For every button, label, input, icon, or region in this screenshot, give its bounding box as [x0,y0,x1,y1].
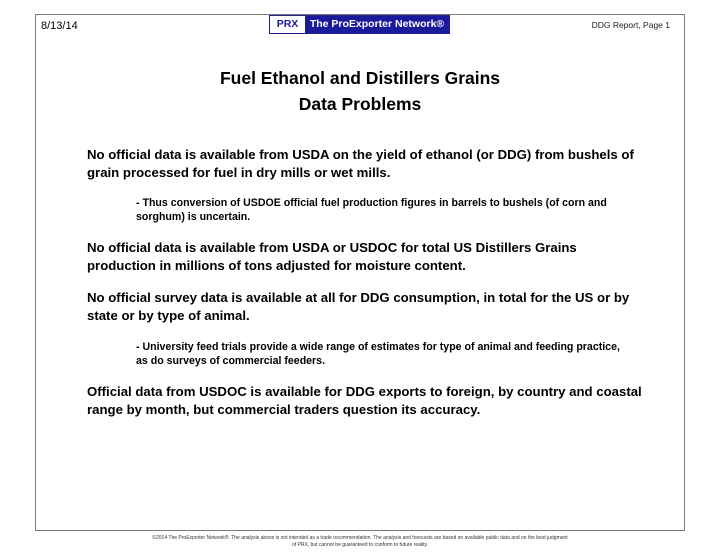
paragraph-production: No official data is available from USDA or USDOC for total US Distillers Grains production in millions of tons adjusted for moisture content. [87,240,577,273]
paragraph-consumption: No official survey data is available at all for DDG consumption, in total for the US or by state or by type of animal. [87,290,630,323]
footer-line-2: of PRX, but cannot be guaranteed to conform to future reality. [291,542,429,548]
logo-prx: PRX [270,16,305,33]
subpoint-conversion: - Thus conversion of USDOE official fuel production figures in barrels to bushels (of corn and sorghum) is uncertain. [136,197,607,223]
footer-line-1: ©2014 The ProExporter Network®. The analysis above is not intended as a trade recommendation. The analysis and forecasts are based on available public data and on the best judgment [152,535,568,541]
page-subtitle: Data Problems [298,94,422,114]
paragraph-yield: No official data is available from USDA on the yield of ethanol (or DDG) from bushels of grain processed for fuel in dry mills or wet mills. [87,147,634,180]
subpoint-feed-trials: - University feed trials provide a wide range of estimates for type of animal and feeding practice, as do surveys of commercial feeders. [136,341,620,367]
paragraph-exports: Official data from USDOC is available for DDG exports to foreign, by country and coastal range by month, but commercial traders question its accuracy. [87,384,642,417]
proexporter-logo [269,15,450,34]
page-title: Fuel Ethanol and Distillers Grains [219,68,501,88]
page-reference: DDG Report, Page 1 [591,20,670,30]
logo-network-name: The ProExporter Network® [305,16,449,33]
report-date: 8/13/14 [41,20,78,32]
footer-disclaimer [0,535,720,549]
